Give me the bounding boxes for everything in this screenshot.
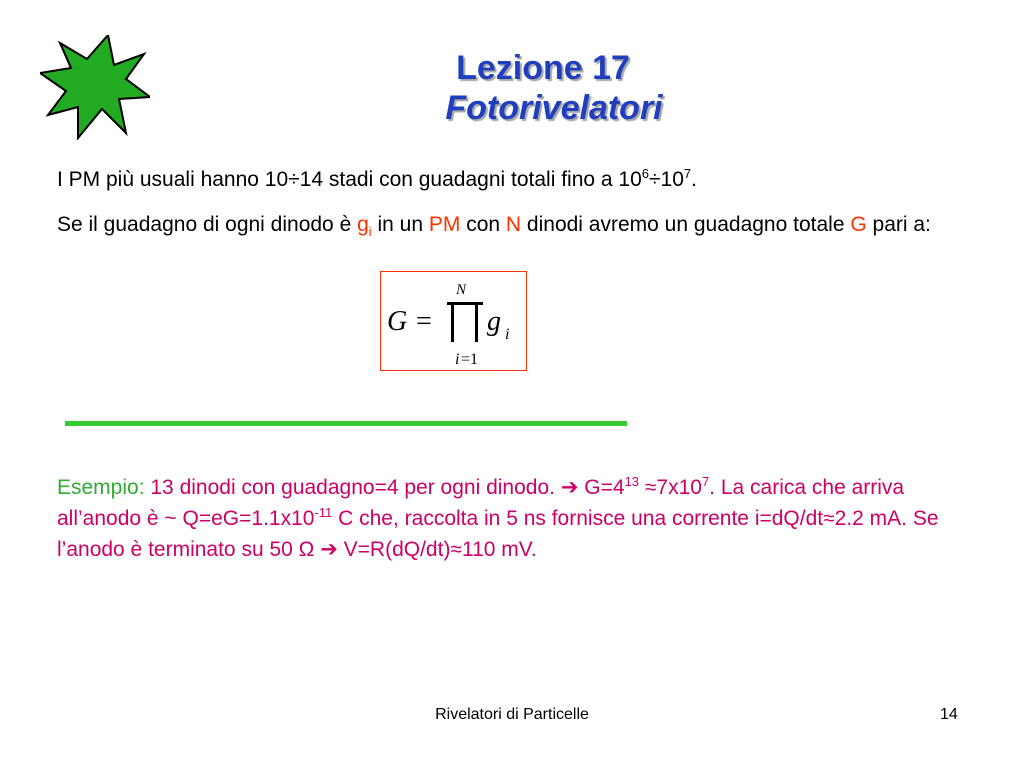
- paragraph-gain-text-5: pari a:: [866, 213, 931, 236]
- paragraph-gain: [57, 210, 977, 240]
- dynode-gain-subscript: i: [368, 224, 372, 240]
- right-arrow-icon: ➔: [320, 537, 338, 561]
- paragraph-gain-text-3: con: [460, 213, 506, 236]
- example-text-7: V=R(dQ/dt)≈110 mV.: [337, 538, 537, 561]
- formula-term: g: [487, 306, 501, 337]
- dynode-gain-symbol: g: [357, 213, 369, 236]
- formula-lhs: G =: [387, 306, 434, 337]
- dynode-count-symbol: N: [505, 213, 522, 236]
- formula-lower-index: i: [455, 351, 460, 368]
- gain-product-formula: [380, 271, 527, 371]
- footer-course-title: Rivelatori di Particelle: [435, 706, 589, 723]
- example-text-5: C che, raccolta in 5 ns fornisce una corrente i=dQ/dt≈2.2 mA. Se l’anodo è terminato su 50: [57, 507, 939, 561]
- paragraph-gain-text-1: Se il guadagno di ogni dinodo è: [57, 213, 358, 236]
- paragraph-stages-text-c: .: [691, 168, 697, 191]
- example-label: Esempio:: [57, 476, 145, 499]
- slide-title: [0, 48, 1024, 128]
- footer-page-number: 14: [940, 706, 958, 723]
- formula-term-subscript: i: [505, 326, 510, 343]
- paragraph-stages: [57, 165, 977, 195]
- exponent-13: 13: [624, 474, 640, 489]
- example-text-4: . La carica che arriva all’anodo è ~ Q=eG=1.1x10: [57, 476, 905, 530]
- total-gain-symbol: G: [850, 213, 867, 236]
- exponent-7-example: 7: [701, 474, 710, 489]
- title-topic: Fotorivelatori: [445, 89, 663, 127]
- exponent-6: 6: [641, 166, 650, 181]
- right-arrow-icon: ➔: [560, 475, 579, 499]
- example-text-2: G=4: [578, 476, 625, 499]
- exponent-minus-11: -11: [314, 505, 333, 520]
- paragraph-stages-text-b: ÷10: [649, 168, 684, 191]
- omega-symbol: Ω: [298, 538, 315, 561]
- formula-lower-value: =1: [461, 351, 479, 368]
- section-divider: [65, 421, 627, 426]
- title-lecture-number: Lezione 17: [456, 49, 630, 87]
- example-text-3: ≈7x10: [639, 476, 702, 499]
- paragraph-gain-text-2: in un: [371, 213, 429, 236]
- example-paragraph: [57, 472, 987, 565]
- example-text-1: 13 dinodi con guadagno=4 per ogni dinodo.: [144, 476, 561, 499]
- paragraph-stages-text-a: I PM più usuali hanno 10÷14 stadi con guadagni totali fino a 10: [57, 168, 642, 191]
- product-symbol-icon: [447, 302, 483, 342]
- pm-term: PM: [428, 213, 461, 236]
- paragraph-gain-text-4: dinodi avremo un guadagno totale: [521, 213, 851, 236]
- exponent-7: 7: [683, 166, 692, 181]
- formula-upper-limit: N: [455, 282, 467, 298]
